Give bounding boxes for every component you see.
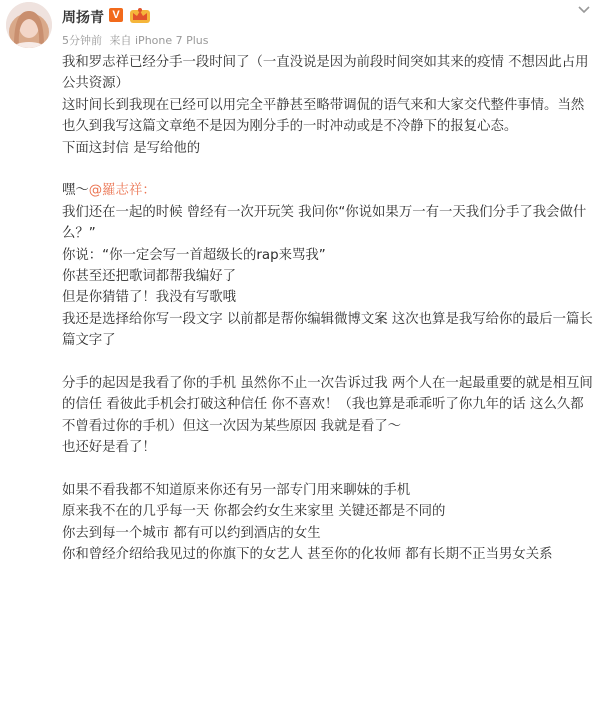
post-paragraph (62, 180, 594, 201)
chevron-down-icon[interactable] (577, 4, 591, 14)
paragraph-gap (62, 459, 594, 480)
username[interactable]: 周扬青 (62, 10, 104, 26)
post-paragraph (62, 501, 594, 522)
paragraph-text: 下面这封信 是写给他的 (62, 140, 201, 156)
paragraph-text: 你说：“你一定会写一首超级长的rap来骂我” (62, 247, 326, 263)
source-prefix: 来自 (109, 34, 132, 47)
post-time: 5分钟前 (62, 34, 102, 47)
paragraph-text: 如果不看我都不知道原来你还有另一部专门用来聊妹的手机 (62, 483, 411, 499)
source-device[interactable]: iPhone 7 Plus (135, 34, 209, 47)
post-paragraph (62, 373, 594, 437)
paragraph-text: 分手的起因是我看了你的手机 虽然你不止一次告诉过我 两个人在一起最重要的就是相互间的信任 看彼此手机会打破这种信任 你不喜欢！（我也算是乖乖听了你九年的话 这么久都不曾看过你的手机）但这一次因为某些原因 我就是看了～ (62, 376, 593, 434)
paragraph-text: 也还好是看了！ (62, 440, 156, 456)
post-paragraph (62, 523, 594, 544)
mention-link[interactable]: @羅志祥： (88, 183, 156, 199)
post-paragraph (62, 544, 594, 565)
paragraph-text: 原来我不在的几乎每一天 你都会约女生来家里 关键还都是不同的 (62, 504, 446, 520)
post-content (62, 52, 594, 566)
post-paragraph (62, 309, 594, 352)
paragraph-gap (62, 159, 594, 180)
post-paragraph (62, 245, 594, 266)
paragraph-text: 但是你猜错了！我没有写歌哦 (62, 290, 237, 306)
post-paragraph (62, 437, 594, 458)
post-paragraph (62, 480, 594, 501)
user-avatar[interactable] (6, 2, 52, 48)
post-paragraph (62, 287, 594, 308)
paragraph-text: 你和曾经介绍给我见过的你旗下的女艺人 甚至你的化妆师 都有长期不正当男女关系 (62, 547, 553, 563)
paragraph-text: 我们还在一起的时候 曾经有一次开玩笑 我问你“你说如果万一有一天我们分手了我会做什么？” (62, 204, 587, 242)
post-paragraph (62, 202, 594, 245)
paragraph-text: 我和罗志祥已经分手一段时间了（一直没说是因为前段时间突如其来的疫情 不想因此占用公共资源） (62, 55, 589, 92)
post-paragraph (62, 138, 594, 159)
paragraph-text: 这时间长到我现在已经可以用完全平静甚至略带调侃的语气来和大家交代整件事情。当然也久到我写这篇文章绝不是因为刚分手的一时冲动或是不冷静下的报复心态。 (62, 97, 585, 135)
post-paragraph (62, 95, 594, 138)
post-paragraph (62, 52, 594, 95)
member-crown-icon[interactable] (129, 6, 151, 24)
avatar-portrait (6, 2, 52, 48)
paragraph-gap (62, 352, 594, 373)
verified-v-icon: V (109, 8, 123, 22)
paragraph-text: 我还是选择给你写一段文字 以前都是帮你编辑微博文案 这次也算是我写给你的最后一篇长篇文字了 (62, 311, 593, 349)
paragraph-text: 嘿～ (62, 183, 89, 199)
paragraph-text: 你甚至还把歌词都帮我编好了 (62, 269, 237, 285)
post-paragraph (62, 266, 594, 287)
paragraph-text: 你去到每一个城市 都有可以约到酒店的女生 (62, 525, 321, 541)
post-meta (62, 32, 209, 48)
